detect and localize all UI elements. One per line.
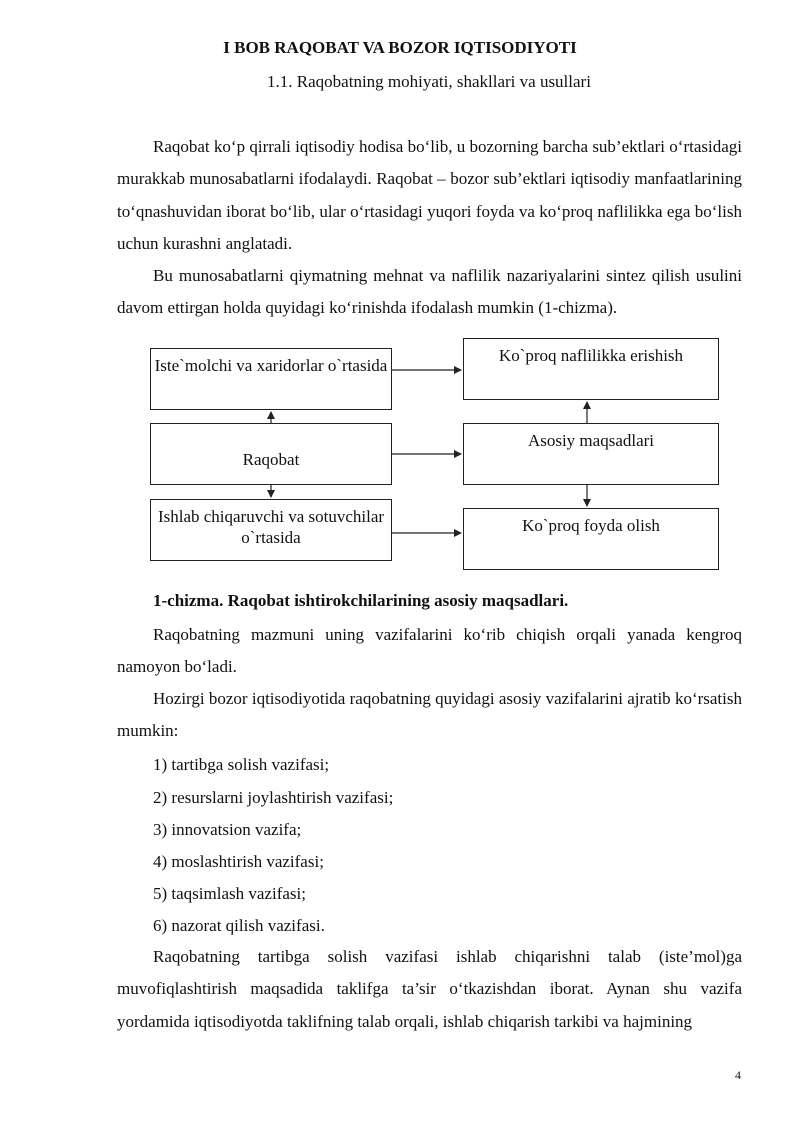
box-producers: Ishlab chiqaruvchi va sotuvchilar o`rtasida bbox=[150, 499, 392, 561]
paragraph-content: Raqobatning mazmuni uning vazifalarini ko‘rib chiqish orqali yanada kengroq namoyon bo‘ladi. bbox=[117, 625, 742, 677]
list-item: 2) resurslarni joylashtirish vazifasi; bbox=[153, 788, 394, 807]
list-item: 3) innovatsion vazifa; bbox=[153, 820, 302, 839]
paragraph-functions: Hozirgi bozor iqtisodiyotida raqobatning quyidagi asosiy vazifalarini ajratib ko‘rsatish mumkin: bbox=[117, 689, 742, 741]
box-utility: Ko`proq naflilikka erishish bbox=[463, 338, 719, 400]
paragraph-intro: Raqobat ko‘p qirrali iqtisodiy hodisa bo‘lib, u bozorning barcha sub’ektlari o‘rtasidagi murakkab munosabatlarni ifodalaydi. Raqobat – bozor sub’ektlari iqtisodiy manfaatlarining to‘qnashuvidan iborat bo‘lib, ular o‘rtasidagi yuqori foyda va ko‘proq naflilikka ega bo‘lish uchun kurashni anglatadi. bbox=[117, 137, 742, 253]
box-profit: Ko`proq foyda olish bbox=[463, 508, 719, 570]
box-competition: Raqobat bbox=[150, 423, 392, 485]
box-consumers: Iste`molchi va xaridorlar o`rtasida bbox=[150, 348, 392, 410]
figure-caption: 1-chizma. Raqobat ishtirokchilarining asosiy maqsadlari. bbox=[153, 591, 569, 610]
list-item: 6) nazorat qilish vazifasi. bbox=[153, 916, 325, 935]
paragraph-regulation: Raqobatning tartibga solish vazifasi ishlab chiqarishni talab (iste’mol)ga muvofiqlashtirish maqsadida taklifga ta’sir o‘tkazishdan iborat. Aynan shu vazifa yordamida iqtisodiyotda taklifning talab orqali, ishlab chiqarish tarkibi va hajmining bbox=[117, 947, 742, 1031]
list-item: 1) tartibga solish vazifasi; bbox=[153, 755, 330, 774]
box-goals: Asosiy maqsadlari bbox=[463, 423, 719, 485]
list-item: 5) taqsimlash vazifasi; bbox=[153, 884, 306, 903]
section-subtitle: 1.1. Raqobatning mohiyati, shakllari va usullari bbox=[267, 72, 591, 91]
list-item: 4) moslashtirish vazifasi; bbox=[153, 852, 324, 871]
page-number: 4 bbox=[735, 1068, 741, 1082]
paragraph-relations: Bu munosabatlarni qiymatning mehnat va naflilik nazariyalarini sintez qilish usulini davom ettirgan holda quyidagi ko‘rinishda ifodalash mumkin (1-chizma). bbox=[117, 266, 742, 318]
chapter-title: I BOB RAQOBAT VA BOZOR IQTISODIYOTI bbox=[223, 38, 577, 57]
